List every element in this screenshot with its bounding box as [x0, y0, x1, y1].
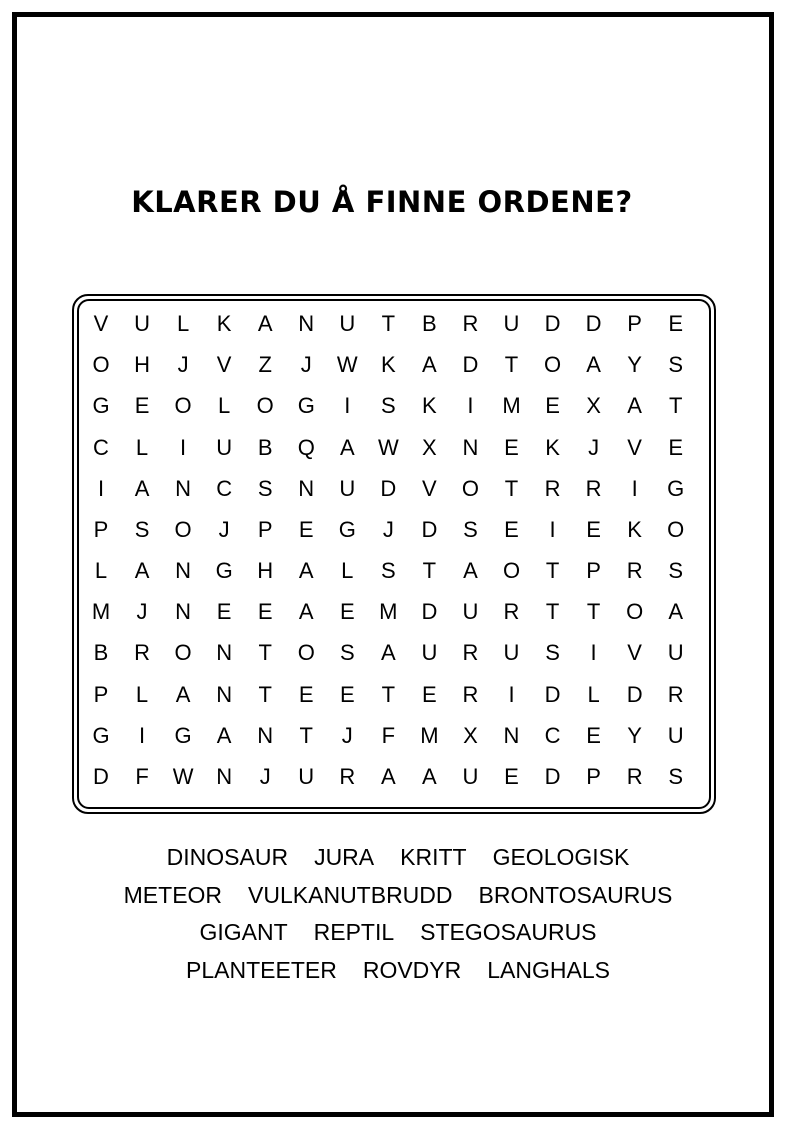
grid-letter: I — [97, 475, 105, 501]
grid-letter: T — [299, 722, 313, 748]
grid-letter: F — [135, 763, 149, 789]
grid-letter: W — [336, 352, 358, 378]
grid-letter: L — [341, 558, 354, 584]
grid-letter: A — [298, 558, 314, 584]
grid-letter: N — [257, 722, 274, 748]
grid-letter: K — [381, 352, 396, 378]
grid-letter: R — [667, 681, 684, 707]
grid-letter: R — [626, 763, 643, 789]
grid-letter: O — [667, 516, 685, 542]
grid-letter: N — [298, 475, 315, 501]
grid-letter: P — [93, 681, 109, 707]
grid-letter: K — [422, 393, 437, 419]
grid-letter: S — [545, 640, 560, 666]
grid-letter: K — [216, 311, 232, 336]
grid-letter: I — [508, 681, 515, 707]
grid-letter: P — [586, 763, 601, 789]
grid-letter: A — [175, 681, 191, 707]
word-list-item: JURA — [314, 844, 375, 870]
grid-letter: N — [175, 475, 192, 501]
grid-letter: E — [422, 681, 437, 707]
grid-letter: A — [381, 763, 396, 789]
grid-letter: O — [174, 640, 192, 666]
grid-letter: D — [380, 475, 397, 501]
grid-letter: U — [216, 434, 233, 460]
grid-letter: B — [422, 311, 437, 336]
grid-letter: K — [627, 516, 642, 542]
grid-letter: Q — [297, 434, 315, 460]
grid-letter: B — [257, 434, 273, 460]
grid-letter: U — [339, 311, 356, 336]
grid-letter: L — [135, 434, 149, 460]
grid-letter: W — [172, 763, 194, 789]
grid-letter: D — [544, 311, 561, 336]
grid-letter: E — [134, 393, 150, 419]
grid-letter: J — [341, 722, 353, 748]
grid-letter: O — [626, 599, 644, 625]
grid-letter: G — [667, 475, 685, 501]
grid-letter: T — [258, 681, 272, 707]
grid-letter: T — [381, 681, 396, 707]
grid-letter: V — [627, 640, 642, 666]
grid-letter: A — [586, 352, 601, 378]
grid-letter: R — [585, 475, 602, 501]
grid-letter: P — [257, 516, 273, 542]
grid-letter: A — [422, 352, 437, 378]
grid-letter: Y — [627, 722, 642, 748]
grid-letter: A — [627, 393, 642, 419]
grid-letter: E — [339, 681, 355, 707]
grid-letter: U — [667, 722, 684, 748]
grid-letter: N — [216, 640, 233, 666]
grid-letter: U — [134, 311, 150, 336]
grid-letter: G — [338, 516, 356, 542]
grid-letter: A — [298, 599, 314, 625]
word-list-row — [17, 877, 779, 915]
grid-letter: N — [175, 558, 192, 584]
grid-letter: N — [298, 311, 315, 336]
grid-letter: A — [463, 558, 478, 584]
grid-letter: V — [627, 434, 642, 460]
grid-letter: U — [667, 640, 684, 666]
grid-letter: E — [504, 516, 519, 542]
word-list-item: ROVDYR — [362, 956, 462, 983]
grid-letter: R — [134, 640, 150, 666]
grid-letter: P — [627, 311, 642, 336]
grid-letter: P — [93, 516, 109, 542]
grid-letter: S — [668, 352, 684, 378]
grid-letter: J — [218, 516, 230, 542]
grid-letter: N — [462, 434, 479, 460]
grid-letter: X — [422, 434, 437, 460]
grid-letter: X — [586, 393, 601, 419]
grid-letter: O — [543, 352, 562, 378]
grid-letter: J — [300, 352, 312, 378]
grid-letter: U — [339, 475, 356, 501]
grid-letter: I — [549, 516, 556, 542]
grid-letter: J — [136, 599, 148, 625]
grid-letter: E — [298, 681, 314, 707]
grid-letter: O — [174, 393, 192, 419]
grid-letter: S — [381, 558, 396, 584]
word-list-item: VULKANUTBRUDD — [248, 881, 453, 908]
grid-letter: S — [463, 516, 478, 542]
grid-letter: M — [379, 599, 398, 625]
grid-letter: S — [668, 763, 684, 789]
grid-letter: U — [462, 599, 479, 625]
grid-letter: E — [545, 393, 560, 419]
grid-letter: N — [175, 599, 192, 625]
grid-letter: E — [504, 763, 519, 789]
grid-letter: N — [503, 722, 520, 748]
grid-letter: I — [631, 475, 638, 501]
grid-letter: O — [502, 558, 521, 584]
grid-letter: C — [216, 475, 233, 501]
grid-letter: T — [586, 599, 601, 625]
grid-letter: I — [590, 640, 597, 666]
grid-letter: M — [420, 722, 439, 748]
grid-letter: I — [138, 722, 146, 748]
word-list-item: STEGOSAURUS — [420, 919, 597, 945]
puzzle-title: KLARER DU Å FINNE ORDENE? — [131, 185, 633, 219]
grid-letter: T — [504, 352, 519, 378]
grid-letter: U — [503, 640, 520, 666]
grid-letter: U — [503, 311, 520, 336]
word-list-item: GIGANT — [199, 919, 288, 945]
grid-letter: M — [91, 599, 111, 625]
grid-letter: C — [93, 434, 109, 460]
grid-letter: C — [544, 722, 561, 748]
grid-letter: E — [257, 599, 273, 625]
word-list — [17, 839, 779, 989]
grid-letter: E — [668, 311, 684, 336]
grid-letter: G — [297, 393, 315, 419]
grid-letter: R — [462, 311, 479, 336]
grid-letter: R — [503, 599, 520, 625]
grid-letter: L — [587, 681, 600, 707]
grid-letter: I — [180, 434, 187, 460]
grid-letter: A — [668, 599, 684, 625]
grid-letter: M — [502, 393, 521, 419]
grid-letter: H — [134, 352, 150, 378]
grid-letter: O — [174, 516, 192, 542]
grid-letter: T — [381, 311, 396, 336]
grid-letter: U — [298, 763, 315, 789]
page-frame — [12, 12, 774, 1117]
grid-letter: K — [545, 434, 560, 460]
grid-letter: J — [588, 434, 600, 460]
grid-letter: V — [93, 311, 109, 336]
grid-letter: Y — [627, 352, 642, 378]
word-list-item: LANGHALS — [487, 956, 610, 983]
grid-letter: J — [382, 516, 394, 542]
grid-letter: D — [462, 352, 479, 378]
grid-letter: L — [176, 311, 190, 336]
grid-letter: G — [215, 558, 233, 584]
grid-letter: T — [668, 393, 683, 419]
grid-letter: G — [174, 722, 192, 748]
grid-letter: O — [297, 640, 315, 666]
grid-letter: E — [668, 434, 684, 460]
grid-letter: L — [135, 681, 149, 707]
word-list-item: KRITT — [400, 844, 467, 870]
grid-letter: S — [257, 475, 273, 501]
grid-letter: V — [216, 352, 232, 378]
word-list-item: PLANTEETER — [186, 956, 337, 983]
grid-letter: H — [257, 558, 274, 584]
grid-letter: E — [216, 599, 232, 625]
grid-letter: I — [344, 393, 351, 419]
grid-letter: Z — [258, 352, 272, 378]
grid-letter: W — [377, 434, 399, 460]
grid-letter: F — [381, 722, 396, 748]
grid-letter: B — [93, 640, 109, 666]
word-list-item: GEOLOGISK — [492, 844, 630, 870]
grid-letter: T — [545, 599, 560, 625]
grid-letter: D — [421, 516, 438, 542]
grid-letter: N — [216, 763, 233, 789]
grid-letter: D — [626, 681, 643, 707]
word-list-item: BRONTOSAURUS — [478, 881, 673, 908]
grid-letter: G — [92, 393, 110, 419]
grid-letter: D — [544, 681, 561, 707]
grid-letter: O — [92, 352, 110, 378]
grid-letter: G — [92, 722, 110, 748]
grid-letter: T — [545, 558, 560, 584]
grid-letter: E — [339, 599, 355, 625]
grid-letter: I — [467, 393, 474, 419]
grid-letter: O — [256, 393, 274, 419]
grid-letter: A — [134, 475, 150, 501]
grid-letter: J — [177, 352, 189, 378]
grid-letter: R — [544, 475, 561, 501]
grid-letter: R — [462, 681, 479, 707]
grid-letter: O — [461, 475, 479, 501]
grid-letter: A — [257, 311, 273, 336]
word-list-item: DINOSAUR — [166, 844, 289, 870]
word-list-row — [17, 839, 779, 877]
grid-letter: A — [381, 640, 396, 666]
grid-letter: A — [422, 763, 437, 789]
grid-letter: S — [668, 558, 684, 584]
grid-letter: A — [134, 558, 150, 584]
grid-letter: E — [586, 722, 601, 748]
grid-letter: T — [258, 640, 272, 666]
grid-letter: S — [339, 640, 355, 666]
grid-letter: U — [462, 763, 479, 789]
grid-letter: N — [216, 681, 233, 707]
word-list-item: METEOR — [123, 881, 223, 908]
grid-letter: S — [381, 393, 396, 419]
grid-letter: A — [216, 722, 232, 748]
grid-letter: E — [504, 434, 519, 460]
grid-letter: L — [218, 393, 231, 419]
word-list-row — [17, 952, 779, 990]
grid-letter: D — [585, 311, 602, 336]
grid-letter: R — [462, 640, 479, 666]
grid-letter: J — [259, 763, 271, 789]
word-list-row — [17, 914, 779, 952]
grid-letter: S — [134, 516, 150, 542]
grid-letter: E — [586, 516, 601, 542]
grid-letter: D — [421, 599, 438, 625]
grid-letter: X — [463, 722, 478, 748]
grid-letter: R — [626, 558, 643, 584]
grid-letter: V — [422, 475, 437, 501]
grid-letter: L — [94, 558, 108, 584]
grid-letter: P — [586, 558, 601, 584]
grid-letter: T — [422, 558, 437, 584]
grid-letter: U — [421, 640, 438, 666]
grid-letter: A — [339, 434, 355, 460]
word-list-item: REPTIL — [313, 919, 395, 945]
grid-letter: R — [339, 763, 356, 789]
grid-letter: D — [93, 763, 109, 789]
grid-letter: E — [298, 516, 314, 542]
grid-letter: T — [504, 475, 519, 501]
grid-letter: D — [544, 763, 561, 789]
